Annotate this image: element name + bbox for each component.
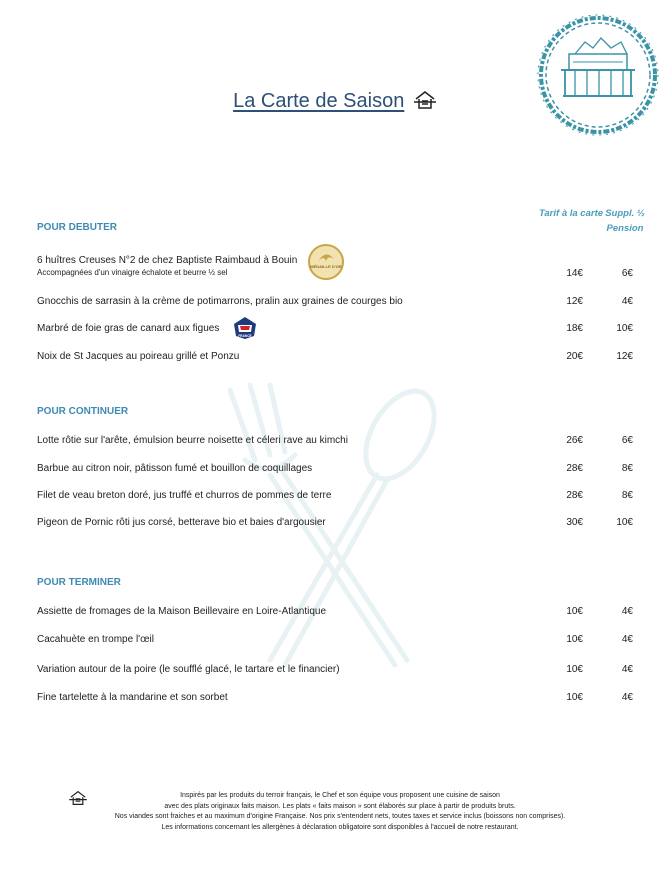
price-tarif: 18€ — [566, 323, 583, 334]
dish-description: Accompagnées d'un vinaigre échalote et beurre ½ sel — [37, 268, 228, 277]
price-suppl: 10€ — [616, 517, 633, 528]
dish-name: 6 huîtres Creuses N°2 de chez Baptiste Raimbaud à Bouin — [37, 255, 298, 266]
fork-spoon-watermark — [215, 380, 450, 680]
price-tarif: 30€ — [566, 517, 583, 528]
price-tarif: 28€ — [566, 463, 583, 474]
section-title-continuer: POUR CONTINUER — [37, 406, 129, 417]
france-label-text: FRANCE — [238, 334, 252, 338]
menu-item: Noix de St Jacques au poireau grillé et Ponzu — [37, 351, 240, 362]
menu-item: Assiette de fromages de la Maison Beillevaire en Loire-Atlantique — [37, 606, 327, 617]
gold-medal-label: MÉDAILLE D'OR — [310, 264, 342, 269]
section-title-debuter: POUR DEBUTER — [37, 222, 118, 233]
price-suppl: 4€ — [621, 634, 633, 645]
price-suppl: 6€ — [621, 268, 633, 279]
price-suppl: 4€ — [621, 692, 633, 703]
price-tarif: 10€ — [566, 664, 583, 675]
footer-line: avec des plats originaux faits maison. Les plats « faits maison » sont élaborés sur place à partir de produits bruts. — [164, 802, 516, 810]
price-tarif: 26€ — [566, 435, 583, 446]
price-suppl: 6€ — [621, 435, 633, 446]
price-suppl: 4€ — [621, 606, 633, 617]
menu-item: Filet de veau breton doré, jus truffé et churros de pommes de terre — [37, 490, 332, 501]
price-tarif: 14€ — [566, 268, 583, 279]
footer-line: Les informations concernant les allergènes à déclaration obligatoire sont disponibles à l'accueil de notre restaurant. — [161, 823, 519, 831]
column-header-tarif: Tarif à la carte — [538, 208, 604, 219]
fait-maison-icon — [414, 90, 436, 110]
footer-line: Nos viandes sont fraiches et au maximum d'origine Française. Nos prix s'entendent nets, toutes taxes et service inclus (boissons non comprises). — [114, 813, 566, 820]
menu-item: Barbue au citron noir, pâtisson fumé et bouillon de coquillages — [37, 463, 313, 474]
france-label-badge — [232, 316, 258, 340]
menu-item: Variation autour de la poire (le soufflé glacé, le tartare et le financier) — [37, 664, 340, 675]
menu-item — [37, 255, 297, 277]
price-tarif: 12€ — [566, 296, 583, 307]
price-suppl: 4€ — [621, 664, 633, 675]
price-suppl: 12€ — [616, 351, 633, 362]
page-title — [0, 90, 669, 113]
price-suppl: 4€ — [621, 296, 633, 307]
footer-note — [40, 791, 640, 833]
price-tarif: 10€ — [566, 606, 583, 617]
menu-item: Fine tartelette à la mandarine et son sorbet — [37, 692, 228, 703]
menu-item: Cacahuète en trompe l'œil — [37, 634, 154, 645]
footer-line: Inspirés par les produits du terroir français, le Chef et son équipe vous proposent une cuisine de saison — [180, 792, 500, 799]
gold-medal-badge — [302, 243, 350, 281]
page-title-text: La Carte de Saison — [233, 90, 405, 112]
price-tarif: 10€ — [566, 692, 583, 703]
menu-item: Pigeon de Pornic rôti jus corsé, betterave bio et baies d'argousier — [37, 517, 326, 528]
menu-item: Marbré de foie gras de canard aux figues — [37, 323, 220, 334]
price-suppl: 8€ — [621, 463, 633, 474]
price-tarif: 20€ — [566, 351, 583, 362]
price-suppl: 10€ — [616, 323, 633, 334]
section-title-terminer: POUR TERMINER — [37, 577, 121, 588]
column-header-suppl: Suppl. ½ Pension — [605, 208, 645, 234]
price-suppl: 8€ — [621, 490, 633, 501]
menu-item: Lotte rôtie sur l'arête, émulsion beurre noisette et céleri rave au kimchi — [37, 435, 348, 446]
restaurant-logo — [535, 12, 661, 138]
price-tarif: 10€ — [566, 634, 583, 645]
menu-item: Gnocchis de sarrasin à la crème de potimarrons, pralin aux graines de courges bio — [37, 296, 403, 307]
price-tarif: 28€ — [566, 490, 583, 501]
